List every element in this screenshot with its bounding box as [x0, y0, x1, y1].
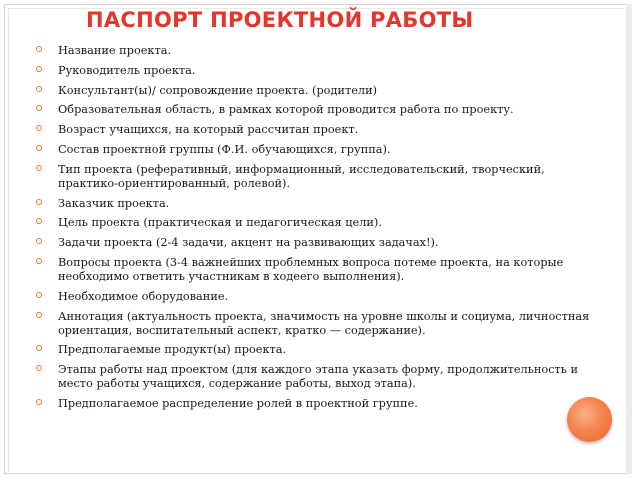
- list-item: [36, 256, 596, 284]
- ring-bullet-icon: [36, 399, 42, 405]
- ring-bullet-icon: [36, 199, 42, 205]
- list-item-text: Состав проектной группы (Ф.И. обучающихся, группа).: [58, 142, 391, 156]
- list-item-text: Задачи проекта (2-4 задачи, акцент на развивающих задачах!).: [58, 236, 439, 250]
- bullet-list: [36, 44, 596, 417]
- list-item-text: Заказчик проекта.: [58, 196, 170, 210]
- list-item-text: Консультант(ы)/ сопровождение проекта. (родители): [58, 83, 378, 97]
- list-item: [36, 163, 596, 191]
- list-item: [36, 290, 596, 304]
- list-item-text: Образовательная область, в рамках которой проводится работа по проекту.: [58, 103, 514, 117]
- ring-bullet-icon: [36, 292, 42, 298]
- decorative-orange-circle: [567, 397, 612, 442]
- list-item: [36, 44, 596, 58]
- ring-bullet-icon: [36, 46, 42, 52]
- ring-bullet-icon: [36, 258, 42, 264]
- ring-bullet-icon: [36, 86, 42, 92]
- ring-bullet-icon: [36, 218, 42, 224]
- ring-bullet-icon: [36, 66, 42, 72]
- list-item-text: Возраст учащихся, на который рассчитан проект.: [58, 123, 359, 137]
- list-item: [36, 343, 596, 357]
- list-item: [36, 363, 596, 391]
- ring-bullet-icon: [36, 125, 42, 131]
- list-item: [36, 103, 596, 117]
- list-item-text: Вопросы проекта (3-4 важнейших проблемных вопроса потеме проекта, на которые необходимо ответить участникам в ходеего выполнения).: [58, 255, 564, 283]
- list-item: [36, 236, 596, 250]
- ring-bullet-icon: [36, 238, 42, 244]
- slide-title: ПАСПОРТ ПРОЕКТНОЙ РАБОТЫ: [86, 8, 474, 32]
- slide-right-band: [626, 4, 632, 474]
- list-item-text: Этапы работы над проектом (для каждого этапа указать форму, продолжительность и место работы учащихся, содержание работы, выход этапа).: [58, 363, 579, 391]
- ring-bullet-icon: [36, 345, 42, 351]
- list-item-text: Аннотация (актуальность проекта, значимость на уровне школы и социума, личностная ориентация, воспитательный аспект, кратко — содержание).: [58, 309, 590, 337]
- list-item-text: Цель проекта (практическая и педагогическая цели).: [58, 216, 382, 230]
- list-item-text: Руководитель проекта.: [58, 63, 196, 77]
- ring-bullet-icon: [36, 365, 42, 371]
- list-item: [36, 216, 596, 230]
- list-item: [36, 397, 596, 411]
- list-item: [36, 143, 596, 157]
- list-item-text: Тип проекта (реферативный, информационный, исследовательский, творческий, практико-ориентированный, ролевой).: [58, 162, 545, 190]
- list-item: [36, 123, 596, 137]
- ring-bullet-icon: [36, 312, 42, 318]
- list-item: [36, 84, 596, 98]
- list-item-text: Необходимое оборудование.: [58, 289, 229, 303]
- list-item-text: Предполагаемое распределение ролей в проектной группе.: [58, 396, 418, 410]
- ring-bullet-icon: [36, 165, 42, 171]
- list-item-text: Название проекта.: [58, 44, 172, 57]
- list-item: [36, 64, 596, 78]
- ring-bullet-icon: [36, 105, 42, 111]
- ring-bullet-icon: [36, 145, 42, 151]
- list-item: [36, 197, 596, 211]
- list-item: [36, 310, 596, 338]
- list-item-text: Предполагаемые продукт(ы) проекта.: [58, 343, 287, 357]
